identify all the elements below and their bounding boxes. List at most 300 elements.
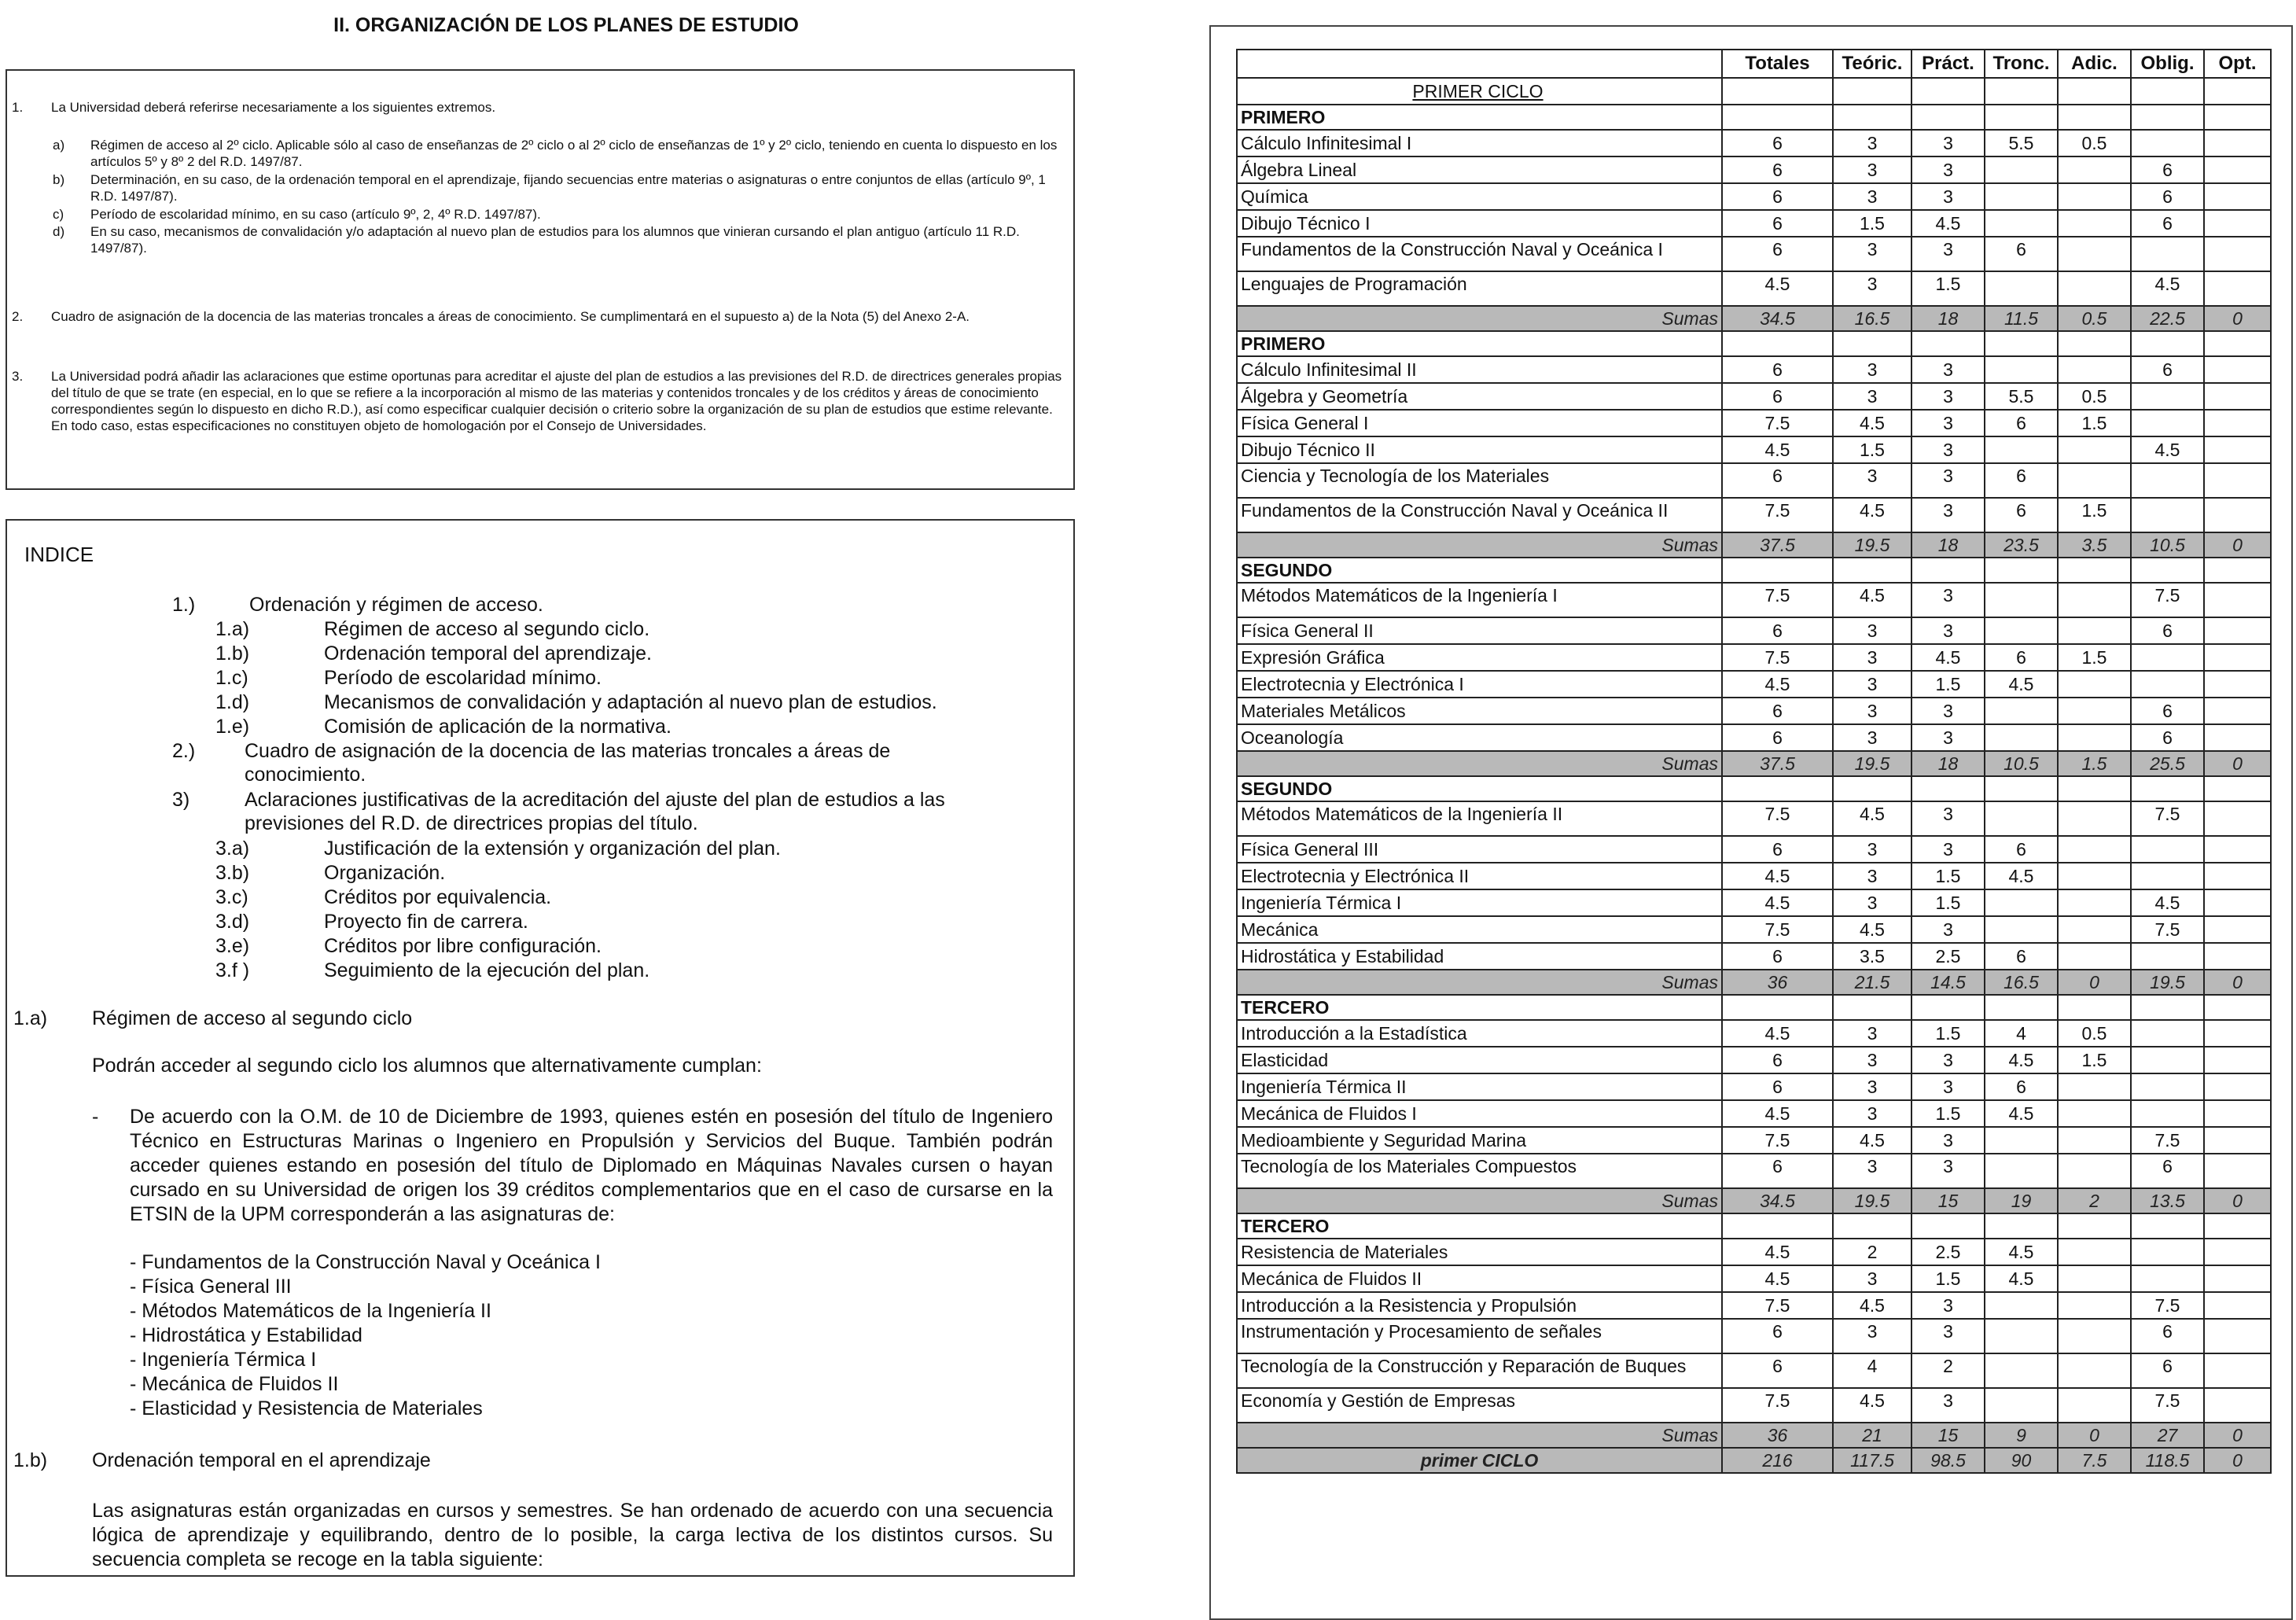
credit-cell xyxy=(2058,1353,2131,1388)
empty-cell xyxy=(1722,1213,1833,1239)
credit-cell xyxy=(1985,1292,2058,1319)
credit-cell: 6 xyxy=(1722,1073,1833,1100)
empty-cell xyxy=(1722,331,1833,356)
course-name: SEGUNDO xyxy=(1237,776,1722,801)
subject-name-cell: Física General I xyxy=(1237,410,1722,436)
credit-cell: 4.5 xyxy=(1833,1388,1911,1423)
index-text: Régimen de acceso al segundo ciclo. xyxy=(324,618,650,640)
credit-cell xyxy=(2058,583,2131,617)
table-row xyxy=(1237,916,2271,943)
credit-cell: 7.5 xyxy=(2131,583,2204,617)
note-number: 3. xyxy=(12,369,24,384)
empty-cell xyxy=(2204,498,2271,532)
credit-cell: 5.5 xyxy=(1985,383,2058,410)
credit-cell: 3 xyxy=(1911,156,1985,183)
credit-cell: 7.5 xyxy=(1722,410,1833,436)
total-value: 117.5 xyxy=(1833,1448,1911,1473)
credit-cell: 3 xyxy=(1911,583,1985,617)
empty-cell xyxy=(2204,130,2271,156)
credit-cell: 1.5 xyxy=(2058,1047,2131,1073)
sumas-value: 3.5 xyxy=(2058,532,2131,558)
credit-cell xyxy=(2131,1073,2204,1100)
ciclo-label-row xyxy=(1237,78,2271,105)
table-row xyxy=(1237,210,2271,237)
index-number: 3.b) xyxy=(215,862,250,884)
empty-cell xyxy=(2204,1353,2271,1388)
subject-name-cell: Álgebra y Geometría xyxy=(1237,383,1722,410)
credit-cell: 3 xyxy=(1833,237,1911,271)
course-group-row xyxy=(1237,776,2271,801)
subnote-letter: b) xyxy=(53,172,65,187)
credit-cell: 1.5 xyxy=(1911,671,1985,698)
credit-cell: 3 xyxy=(1833,356,1911,383)
credit-cell: 6 xyxy=(2131,1154,2204,1188)
table-row xyxy=(1237,383,2271,410)
sumas-value: 0 xyxy=(2204,532,2271,558)
table-row xyxy=(1237,943,2271,970)
credit-cell: 3 xyxy=(1911,801,1985,836)
subnote-text: Régimen de acceso al 2º ciclo. Aplicable sólo al caso de enseñanzas de 2º ciclo o al 2º ciclo de enseñanzas de 1º y 2º ciclo, teniendo en cuenta lo dispuesto en los artículos 5º y 8º 2 del R.D. 1497/87. xyxy=(90,138,1058,169)
empty-cell xyxy=(1722,558,1833,583)
subnote-letter: d) xyxy=(53,224,65,239)
credit-cell xyxy=(2058,436,2131,463)
total-value: 98.5 xyxy=(1911,1448,1985,1473)
course-name: TERCERO xyxy=(1237,1213,1722,1239)
subject-name-cell: Economía y Gestión de Empresas xyxy=(1237,1388,1722,1423)
subject-name-cell: Tecnología de la Construcción y Reparación de Buques xyxy=(1237,1353,1722,1388)
credit-cell: 4.5 xyxy=(1985,1265,2058,1292)
credit-cell xyxy=(1985,1127,2058,1154)
column-header: Adic. xyxy=(2058,50,2131,78)
empty-cell xyxy=(1833,1213,1911,1239)
credit-cell: 6 xyxy=(1985,644,2058,671)
credit-cell: 4.5 xyxy=(1722,1239,1833,1265)
sumas-value: 37.5 xyxy=(1722,532,1833,558)
sumas-value: 22.5 xyxy=(2131,306,2204,331)
sumas-value: 34.5 xyxy=(1722,1188,1833,1213)
table-row xyxy=(1237,1239,2271,1265)
sumas-value: 25.5 xyxy=(2131,751,2204,776)
credit-cell: 3 xyxy=(1833,724,1911,751)
index-number: 1.e) xyxy=(215,716,250,738)
total-row xyxy=(1237,1448,2271,1473)
credit-cell xyxy=(2058,1265,2131,1292)
credit-cell: 3 xyxy=(1911,1127,1985,1154)
credit-cell xyxy=(2131,671,2204,698)
credit-cell: 4.5 xyxy=(1722,1265,1833,1292)
sumas-value: 0 xyxy=(2204,970,2271,995)
subject-name-cell: Mecánica de Fluidos I xyxy=(1237,1100,1722,1127)
credit-cell: 3 xyxy=(1833,1100,1911,1127)
credit-cell xyxy=(2131,943,2204,970)
credit-cell: 4.5 xyxy=(2131,436,2204,463)
sumas-value: 18 xyxy=(1911,532,1985,558)
sumas-row xyxy=(1237,306,2271,331)
credit-cell: 1.5 xyxy=(1911,1100,1985,1127)
credit-cell xyxy=(1985,183,2058,210)
credit-cell: 4 xyxy=(1985,1020,2058,1047)
credit-cell xyxy=(2131,1265,2204,1292)
section-intro: Podrán acceder al segundo ciclo los alumnos que alternativamente cumplan: xyxy=(92,1055,762,1077)
empty-cell xyxy=(2204,78,2271,105)
credit-cell: 6 xyxy=(2131,617,2204,644)
course-name: TERCERO xyxy=(1237,995,1722,1020)
credit-cell xyxy=(2058,237,2131,271)
subject-name-cell: Ingeniería Térmica II xyxy=(1237,1073,1722,1100)
empty-cell xyxy=(2204,1292,2271,1319)
credit-cell: 0.5 xyxy=(2058,1020,2131,1047)
credit-cell xyxy=(2131,1239,2204,1265)
table-row xyxy=(1237,356,2271,383)
subject-name-cell: Ingeniería Térmica I xyxy=(1237,889,1722,916)
subject-name-cell: Introducción a la Resistencia y Propulsión xyxy=(1237,1292,1722,1319)
total-value: 118.5 xyxy=(2131,1448,2204,1473)
empty-cell xyxy=(2204,1127,2271,1154)
empty-cell xyxy=(1833,105,1911,130)
empty-cell xyxy=(2204,558,2271,583)
credit-cell: 3 xyxy=(1911,1292,1985,1319)
credit-cell xyxy=(1985,1388,2058,1423)
credit-cell xyxy=(1985,724,2058,751)
total-value: 0 xyxy=(2204,1448,2271,1473)
empty-cell xyxy=(1985,1213,2058,1239)
index-number: 3.d) xyxy=(215,911,250,933)
empty-cell xyxy=(2204,1319,2271,1353)
empty-cell xyxy=(2204,1100,2271,1127)
subnote-text: En su caso, mecanismos de convalidación y/o adaptación al nuevo plan de estudios para los alumnos que vinieran cursando el plan antiguo (artículo 11 R.D. 1497/87). xyxy=(90,224,1020,256)
empty-cell xyxy=(2204,1239,2271,1265)
sumas-value: 21 xyxy=(1833,1423,1911,1448)
table-row xyxy=(1237,1388,2271,1423)
table-row xyxy=(1237,1353,2271,1388)
note-text: La Universidad deberá referirse necesariamente a los siguientes extremos. xyxy=(51,100,496,115)
empty-cell xyxy=(2204,617,2271,644)
sumas-value: 19.5 xyxy=(1833,532,1911,558)
subject-name-cell: Expresión Gráfica xyxy=(1237,644,1722,671)
empty-cell xyxy=(2204,724,2271,751)
page-title: II. ORGANIZACIÓN DE LOS PLANES DE ESTUDIO xyxy=(333,14,799,36)
credit-cell: 4.5 xyxy=(1833,801,1911,836)
index-text: Ordenación y régimen de acceso. xyxy=(249,594,543,616)
credit-cell: 3 xyxy=(1833,183,1911,210)
credit-cell: 6 xyxy=(2131,210,2204,237)
credit-cell: 6 xyxy=(2131,183,2204,210)
credit-cell: 4.5 xyxy=(1833,498,1911,532)
credit-cell: 6 xyxy=(1722,698,1833,724)
credit-cell: 3 xyxy=(1833,617,1911,644)
sumas-value: 0 xyxy=(2204,751,2271,776)
credit-cell xyxy=(2131,644,2204,671)
credit-cell xyxy=(1985,210,2058,237)
sumas-value: 0 xyxy=(2058,1423,2131,1448)
subnote-letter: c) xyxy=(53,207,64,222)
course-group-row xyxy=(1237,105,2271,130)
sumas-value: 19.5 xyxy=(1833,751,1911,776)
credit-cell xyxy=(2131,863,2204,889)
subject-name-cell: Mecánica de Fluidos II xyxy=(1237,1265,1722,1292)
credit-cell: 3 xyxy=(1911,130,1985,156)
credit-cell: 6 xyxy=(2131,724,2204,751)
credit-cell: 3 xyxy=(1911,1319,1985,1353)
empty-cell xyxy=(2204,863,2271,889)
credit-cell xyxy=(2058,863,2131,889)
credit-cell: 7.5 xyxy=(1722,1127,1833,1154)
credit-cell xyxy=(2058,356,2131,383)
credit-cell: 6 xyxy=(2131,356,2204,383)
credit-cell xyxy=(2058,836,2131,863)
subject-name-cell: Hidrostática y Estabilidad xyxy=(1237,943,1722,970)
table-row xyxy=(1237,1154,2271,1188)
credit-cell xyxy=(2058,698,2131,724)
credit-cell: 3 xyxy=(1911,410,1985,436)
subject-name-cell: Mecánica xyxy=(1237,916,1722,943)
credit-cell: 5.5 xyxy=(1985,130,2058,156)
section-heading: Ordenación temporal en el aprendizaje xyxy=(92,1449,431,1471)
sumas-value: 18 xyxy=(1911,751,1985,776)
empty-cell xyxy=(1833,331,1911,356)
course-name: PRIMERO xyxy=(1237,331,1722,356)
table-row xyxy=(1237,1100,2271,1127)
credit-cell: 3 xyxy=(1833,271,1911,306)
subject-name-cell: Tecnología de los Materiales Compuestos xyxy=(1237,1154,1722,1188)
credit-cell xyxy=(2058,1100,2131,1127)
empty-cell xyxy=(2204,801,2271,836)
empty-cell xyxy=(2204,237,2271,271)
list-item: - Mecánica de Fluidos II xyxy=(130,1373,339,1395)
table-row xyxy=(1237,1020,2271,1047)
credit-cell: 4.5 xyxy=(1722,863,1833,889)
table-row xyxy=(1237,698,2271,724)
sumas-value: 13.5 xyxy=(2131,1188,2204,1213)
empty-cell xyxy=(2131,776,2204,801)
sumas-value: 0 xyxy=(2058,970,2131,995)
empty-cell xyxy=(1833,995,1911,1020)
total-value: 216 xyxy=(1722,1448,1833,1473)
credit-cell xyxy=(2131,410,2204,436)
credit-cell: 4.5 xyxy=(1833,583,1911,617)
empty-cell xyxy=(2058,78,2131,105)
credit-cell xyxy=(2058,1388,2131,1423)
note-text: La Universidad podrá añadir las aclaraciones que estime oportunas para acreditar el ajuste del plan de estudios a las previsiones del R.D. de directrices generales propias del título de que se trate (en especial, en lo que se refiere a la incorporación al mismo de las materias y contenidos troncales y de los créditos y áreas de conocimiento correspondientes según lo dispuesto en dicho R.D.), así como especificar cualquier decisión o criterio sobre la organización de su plan de estudios que estime relevante. En todo caso, estas especificaciones no constituyen objeto de homologación por el Consejo de Universidades. xyxy=(51,369,1062,433)
sumas-row xyxy=(1237,532,2271,558)
empty-cell xyxy=(2204,463,2271,498)
empty-cell xyxy=(1985,105,2058,130)
subject-name-cell: Resistencia de Materiales xyxy=(1237,1239,1722,1265)
credit-cell xyxy=(2058,271,2131,306)
index-number: 3.c) xyxy=(215,886,248,908)
index-text: Cuadro de asignación de la docencia de las materias troncales a áreas de conocimiento. xyxy=(245,740,891,786)
credit-cell: 6 xyxy=(1722,617,1833,644)
credit-cell: 6 xyxy=(1722,943,1833,970)
empty-cell xyxy=(2204,383,2271,410)
credit-cell: 3 xyxy=(1911,1073,1985,1100)
course-group-row xyxy=(1237,995,2271,1020)
index-text: Justificación de la extensión y organización del plan. xyxy=(324,838,781,860)
index-text: Créditos por libre configuración. xyxy=(324,935,602,957)
credit-cell: 7.5 xyxy=(2131,916,2204,943)
subject-name-cell: Electrotecnia y Electrónica II xyxy=(1237,863,1722,889)
credit-cell xyxy=(2131,383,2204,410)
empty-cell xyxy=(2204,1265,2271,1292)
empty-cell xyxy=(2204,356,2271,383)
table-row xyxy=(1237,463,2271,498)
credit-cell: 3 xyxy=(1833,1020,1911,1047)
credit-cell: 6 xyxy=(2131,1353,2204,1388)
sumas-value: 0 xyxy=(2204,1423,2271,1448)
credit-cell: 6 xyxy=(1722,383,1833,410)
index-text: Créditos por equivalencia. xyxy=(324,886,552,908)
sumas-value: 10.5 xyxy=(1985,751,2058,776)
credit-cell: 3 xyxy=(1833,863,1911,889)
section-number: 1.b) xyxy=(13,1449,48,1471)
subject-name-cell: Métodos Matemáticos de la Ingeniería II xyxy=(1237,801,1722,836)
empty-cell xyxy=(1911,105,1985,130)
empty-cell xyxy=(2204,916,2271,943)
credit-cell xyxy=(2058,1127,2131,1154)
column-header: Opt. xyxy=(2204,50,2271,78)
table-row xyxy=(1237,671,2271,698)
credit-cell xyxy=(2058,671,2131,698)
credit-cell: 6 xyxy=(1722,356,1833,383)
empty-cell xyxy=(2204,889,2271,916)
table-row xyxy=(1237,1292,2271,1319)
credit-cell: 6 xyxy=(1722,724,1833,751)
index-number: 3) xyxy=(172,789,190,811)
credit-cell: 3 xyxy=(1833,1073,1911,1100)
credit-cell: 1.5 xyxy=(1833,436,1911,463)
sumas-label: Sumas xyxy=(1237,532,1722,558)
table-row xyxy=(1237,1073,2271,1100)
table-row xyxy=(1237,583,2271,617)
subject-name-cell: Física General II xyxy=(1237,617,1722,644)
empty-cell xyxy=(2204,943,2271,970)
empty-cell xyxy=(1833,558,1911,583)
table-row xyxy=(1237,836,2271,863)
table-row xyxy=(1237,724,2271,751)
credit-cell: 4.5 xyxy=(1833,410,1911,436)
credit-cell: 0.5 xyxy=(2058,130,2131,156)
credit-cell: 3 xyxy=(1911,436,1985,463)
credit-cell xyxy=(2131,1020,2204,1047)
credit-cell: 7.5 xyxy=(1722,498,1833,532)
credit-cell: 7.5 xyxy=(1722,1388,1833,1423)
credit-cell: 3 xyxy=(1833,644,1911,671)
index-number: 1.a) xyxy=(215,618,250,640)
empty-cell xyxy=(2204,210,2271,237)
empty-cell xyxy=(1911,1213,1985,1239)
index-number: 1.) xyxy=(172,594,196,616)
empty-cell xyxy=(2058,331,2131,356)
credit-cell xyxy=(2058,617,2131,644)
empty-cell xyxy=(1722,78,1833,105)
empty-cell xyxy=(2058,1213,2131,1239)
empty-cell xyxy=(2204,105,2271,130)
credit-cell xyxy=(1985,889,2058,916)
sumas-value: 0.5 xyxy=(2058,306,2131,331)
credit-cell xyxy=(2131,237,2204,271)
sumas-value: 23.5 xyxy=(1985,532,2058,558)
empty-cell xyxy=(2204,1047,2271,1073)
credit-cell: 3 xyxy=(1833,1047,1911,1073)
list-item: - Métodos Matemáticos de la Ingeniería II xyxy=(130,1300,491,1322)
credit-cell xyxy=(1985,583,2058,617)
credit-cell: 1.5 xyxy=(2058,410,2131,436)
subject-name-cell: Álgebra Lineal xyxy=(1237,156,1722,183)
credit-cell: 7.5 xyxy=(2131,1388,2204,1423)
credit-cell: 4.5 xyxy=(1985,863,2058,889)
sumas-value: 37.5 xyxy=(1722,751,1833,776)
table-header-row xyxy=(1237,50,2271,78)
credit-cell: 3 xyxy=(1911,1154,1985,1188)
credit-cell: 7.5 xyxy=(1722,916,1833,943)
credit-cell: 2 xyxy=(1833,1239,1911,1265)
empty-cell xyxy=(2204,271,2271,306)
empty-cell xyxy=(2131,1213,2204,1239)
subject-name-cell: Lenguajes de Programación xyxy=(1237,271,1722,306)
sumas-value: 19.5 xyxy=(2131,970,2204,995)
credit-cell: 4.5 xyxy=(2131,889,2204,916)
credit-cell: 3 xyxy=(1911,698,1985,724)
credit-cell: 3 xyxy=(1833,1319,1911,1353)
subject-name-cell: Métodos Matemáticos de la Ingeniería I xyxy=(1237,583,1722,617)
table-row xyxy=(1237,271,2271,306)
table-row xyxy=(1237,1319,2271,1353)
subject-name-cell: Fundamentos de la Construcción Naval y Oceánica II xyxy=(1237,498,1722,532)
credit-cell: 3 xyxy=(1833,156,1911,183)
credit-cell: 6 xyxy=(2131,698,2204,724)
sumas-value: 15 xyxy=(1911,1423,1985,1448)
table-row xyxy=(1237,156,2271,183)
sumas-value: 34.5 xyxy=(1722,306,1833,331)
credit-cell: 6 xyxy=(2131,1319,2204,1353)
credit-cell xyxy=(2058,463,2131,498)
credit-cell: 7.5 xyxy=(1722,1292,1833,1319)
empty-cell xyxy=(1911,331,1985,356)
credit-cell xyxy=(1985,698,2058,724)
sumas-value: 2 xyxy=(2058,1188,2131,1213)
total-label: primer CICLO xyxy=(1237,1448,1722,1473)
empty-cell xyxy=(2204,836,2271,863)
subnote-text: Determinación, en su caso, de la ordenación temporal en el aprendizaje, fijando secuencias entre materias o asignaturas o entre conjuntos de ellas (artículo 9º, 1 R.D. 1497/87). xyxy=(90,172,1046,204)
credit-cell: 3 xyxy=(1833,889,1911,916)
table-row xyxy=(1237,498,2271,532)
credit-cell: 1.5 xyxy=(2058,498,2131,532)
credit-cell xyxy=(2131,463,2204,498)
credit-cell: 3 xyxy=(1833,463,1911,498)
empty-cell xyxy=(2058,105,2131,130)
empty-cell xyxy=(2204,1020,2271,1047)
credit-cell: 3 xyxy=(1833,698,1911,724)
subject-name-cell: Elasticidad xyxy=(1237,1047,1722,1073)
sumas-value: 16.5 xyxy=(1985,970,2058,995)
table-row xyxy=(1237,617,2271,644)
empty-cell xyxy=(1722,776,1833,801)
index-text: Ordenación temporal del aprendizaje. xyxy=(324,642,652,665)
credit-cell: 1.5 xyxy=(1911,271,1985,306)
credit-cell xyxy=(2058,156,2131,183)
credit-cell: 6 xyxy=(2131,156,2204,183)
credit-cell: 1.5 xyxy=(1911,889,1985,916)
credit-cell xyxy=(1985,617,2058,644)
credit-cell xyxy=(2131,836,2204,863)
subject-name-cell: Cálculo Infinitesimal I xyxy=(1237,130,1722,156)
index-number: 1.c) xyxy=(215,667,248,689)
sumas-label: Sumas xyxy=(1237,751,1722,776)
sumas-value: 21.5 xyxy=(1833,970,1911,995)
credit-cell: 3 xyxy=(1911,1388,1985,1423)
credit-cell: 6 xyxy=(1985,836,2058,863)
credit-cell: 4.5 xyxy=(1985,671,2058,698)
